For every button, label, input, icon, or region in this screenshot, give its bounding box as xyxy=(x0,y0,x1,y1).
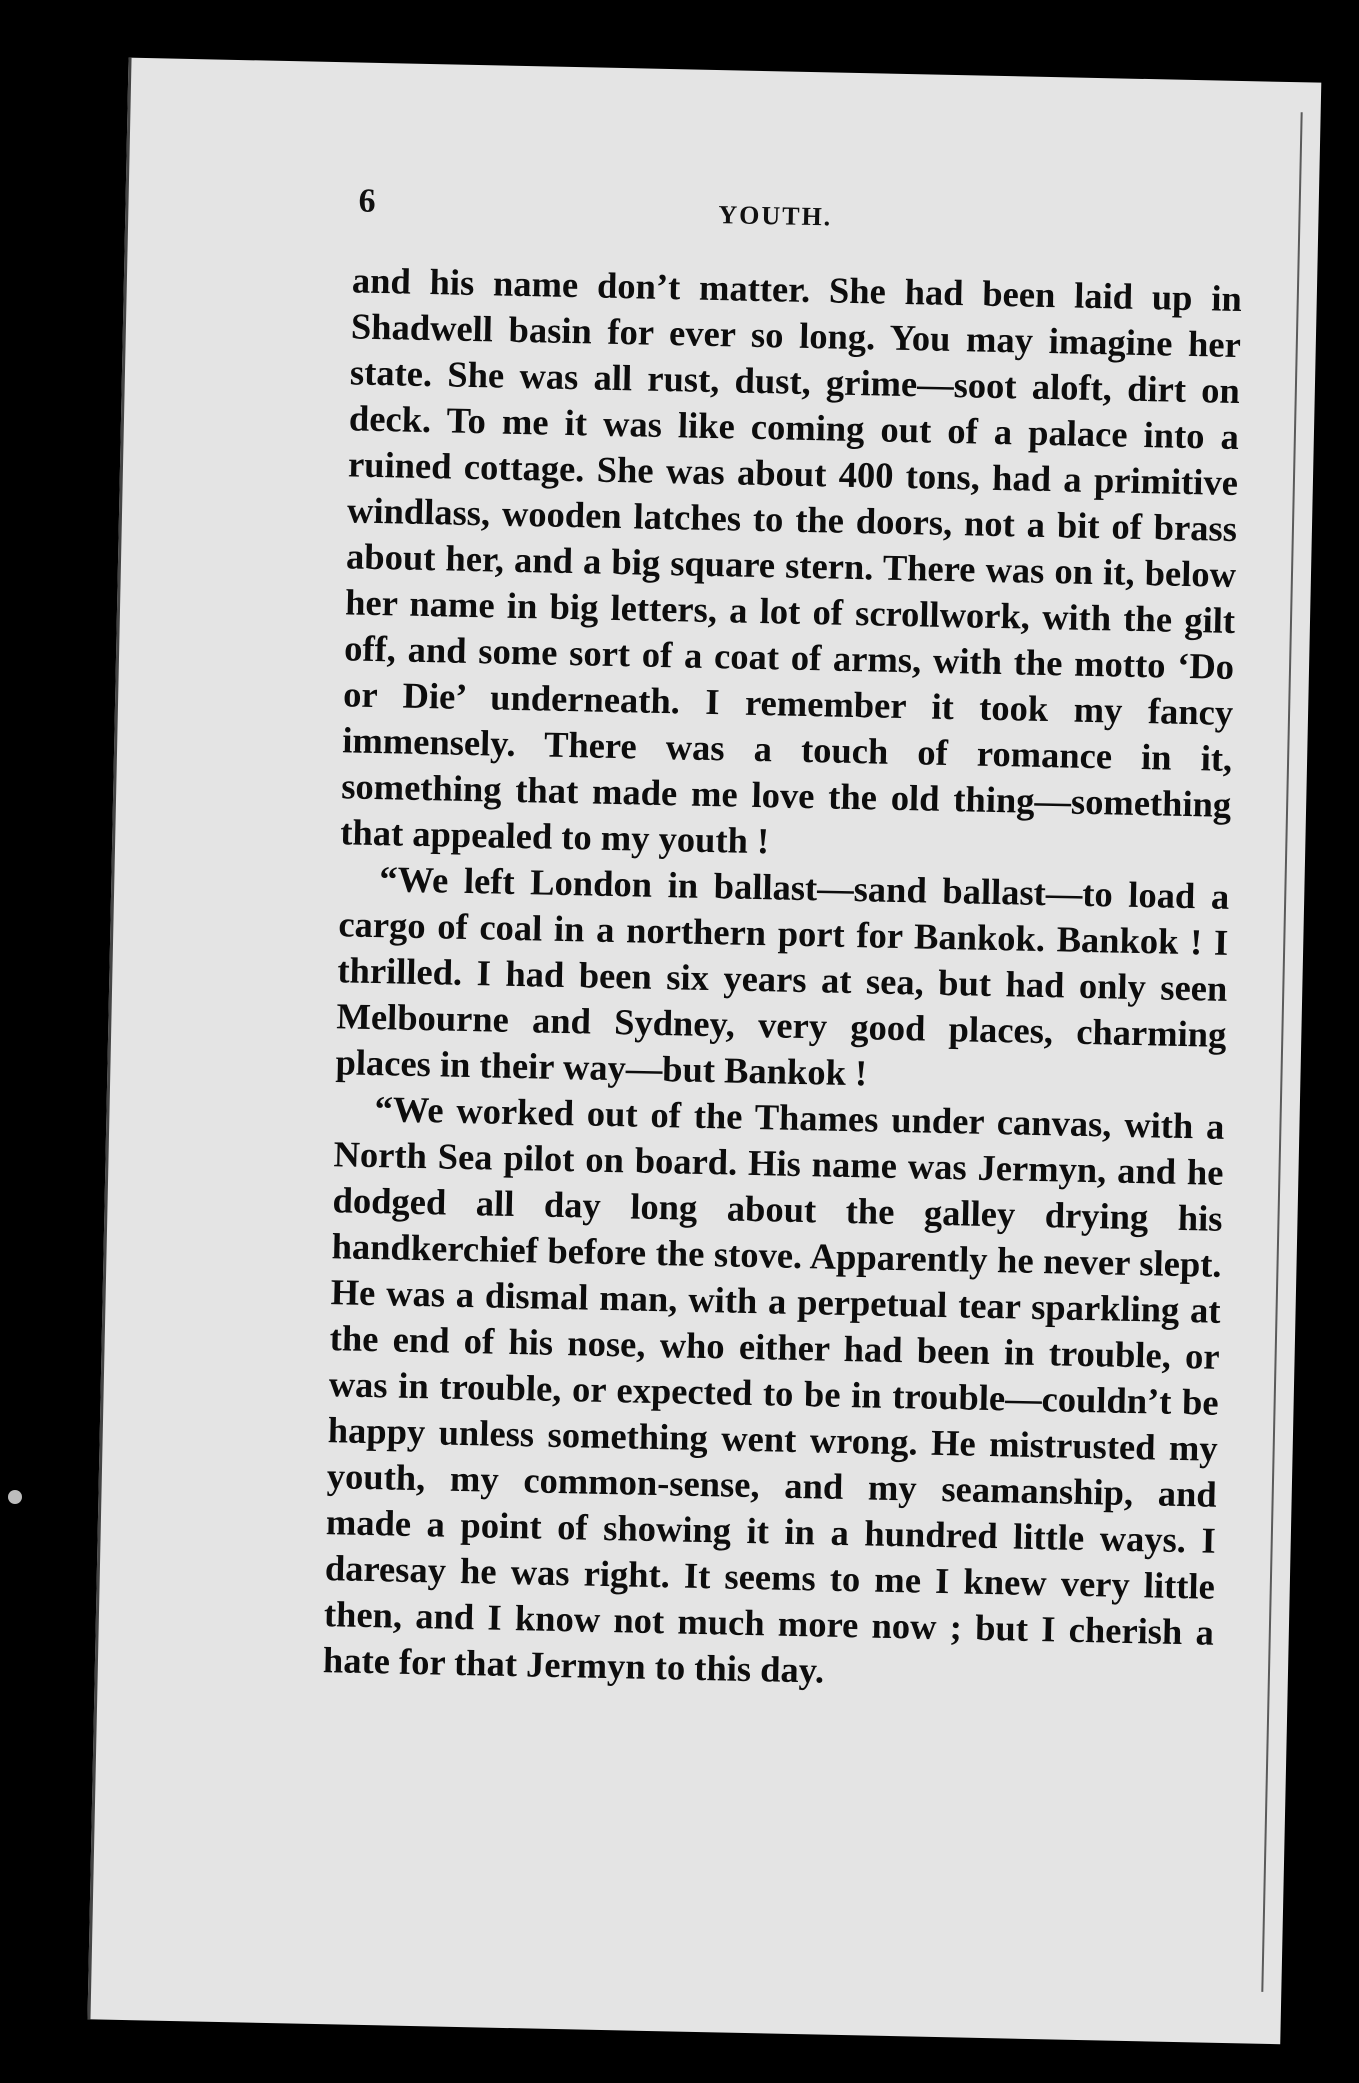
paragraph-1: and his name don’t matter. She had been laid up in Shadwell basin for ever so long. You may imagine her state. She was all rust, dust, grime—soot aloft, dirt on deck. To me it was like coming out of a palace into a ruined cottage. She was about 400 tons, had a primitive windlass, wooden latches to the doors, not a bit of brass about her, and a big square stern. There was on it, below her name in big letters, a lot of scrollwork, with the gilt off, and some sort of a coat of arms, with the motto ‘Do or Die’ underneath. I remember it took my fancy immensely. There was a touch of romance in it, something that made me love the old thing—something that appealed to my youth ! xyxy=(339,259,1243,862)
page-sheet xyxy=(87,58,1321,2045)
page-number: 6 xyxy=(358,182,376,220)
body-text xyxy=(323,257,1243,1701)
paragraph-3: “We worked out of the Thames under canvas, with a North Sea pilot on board. His name was Jermyn, and he dodged all day long about the galley drying his handkerchief before the stove. Apparently he never slept. He was a dismal man, with a perpetual tear sparkling at the end of his nose, who either had been in trouble, or was in trouble, or expected to be in trouble—couldn’t be happy unless something went wrong. He mistrusted my youth, my common-sense, and my seamanship, and made a point of showing it in a hundred little ways. I daresay he was right. It seems to me I knew very little then, and I know not much more now ; but I cherish a hate for that Jermyn to this day. xyxy=(322,1088,1225,1691)
paragraph-2: “We left London in ballast—sand ballast—to load a cargo of coal in a northern port for Bankok. Bankok ! I thrilled. I had been six years at sea, but had only seen Melbourne and Sydney, very good places, charming places in their way—but Bankok ! xyxy=(335,858,1230,1094)
running-head: YOUTH. xyxy=(718,200,833,232)
page-header xyxy=(358,182,1259,232)
scan-speck xyxy=(8,1490,22,1504)
